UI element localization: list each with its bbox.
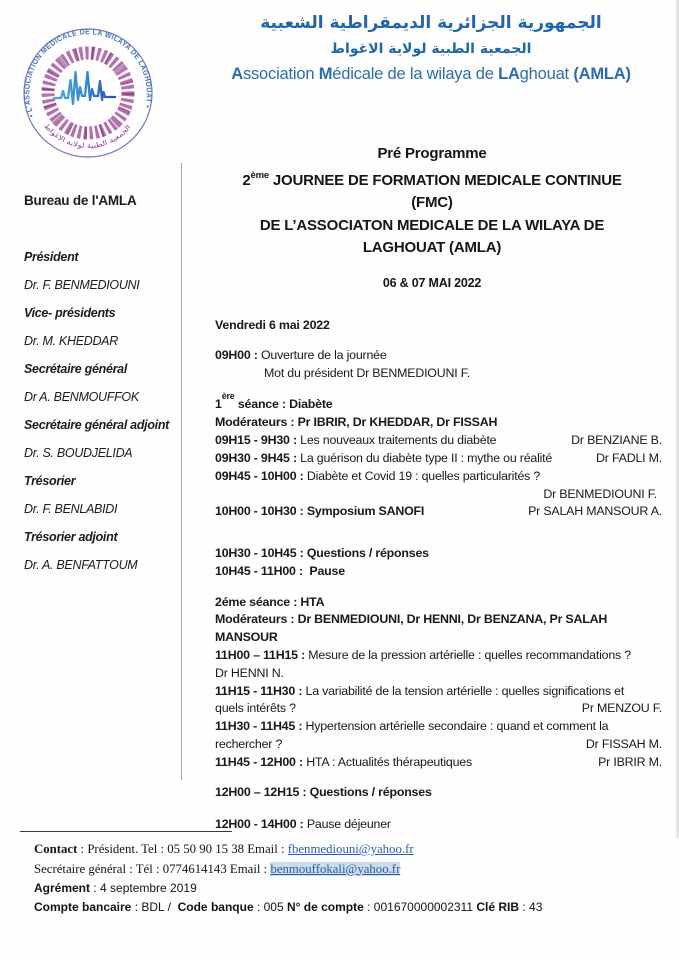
bank-value: : 001670000002311 xyxy=(363,899,477,914)
session-heading: 2éme séance : HTA xyxy=(215,594,325,609)
bureau-role: Vice- présidents xyxy=(24,306,116,320)
time-slot: 11H15 - 11H30 : xyxy=(215,683,306,698)
header xyxy=(190,10,672,88)
secretary-line xyxy=(34,860,664,880)
bureau-role: Secrétaire général adjoint xyxy=(24,418,170,432)
bureau-role: Trésorier adjoint xyxy=(24,530,118,544)
session-text: Ouverture de la journée xyxy=(260,347,387,362)
session-text: Mesure de la pression artérielle : quelles recommandations ? xyxy=(308,648,631,663)
session-text: Symposium SANOFI xyxy=(306,504,425,519)
bureau-role: Secrétaire général xyxy=(24,362,127,376)
amla-logo-seal xyxy=(14,12,164,172)
session-text: Questions / réponses xyxy=(309,784,432,799)
bureau-member: Dr. F. BENLABIDI xyxy=(24,502,118,516)
logo-inner-disc xyxy=(56,61,120,125)
time-slot: 11H30 - 11H45 : xyxy=(215,719,306,734)
schedule xyxy=(215,317,667,834)
secretary-details: Secrétaire général : Tél : 0774614143 Email : xyxy=(34,861,271,876)
time-slot: 09H15 - 9H30 : xyxy=(215,433,301,448)
speaker-name: Dr HENNI N. xyxy=(215,665,284,680)
schedule-row-continuation xyxy=(215,700,667,718)
session-text: rechercher ? xyxy=(215,737,283,752)
schedule-row xyxy=(215,718,667,736)
contact-details: : Président. Tel : 05 50 90 15 38 Email : xyxy=(77,842,288,856)
president-email-link[interactable]: fbenmediouni@yahoo.fr xyxy=(287,842,414,856)
bureau-member: Dr. S. BOUDJELIDA xyxy=(24,446,133,460)
schedule-row xyxy=(215,347,667,365)
time-slot: 12H00 - 14H00 : xyxy=(215,817,307,832)
logo-ring-text: • L'ASSOCIATION MEDICALE DE LA WILAYA DE LAGHOUAT • xyxy=(22,27,154,119)
session-text: Diabète et Covid 19 : quelles particularités ? xyxy=(306,468,541,483)
bureau-member: Dr A. BENMOUFFOK xyxy=(24,390,139,404)
association-name-part: M xyxy=(318,65,333,83)
event-date: 06 & 07 MAI 2022 xyxy=(382,275,482,290)
bureau-member: Dr. F. BENMEDIOUNI xyxy=(24,278,140,292)
time-slot: 11H00 – 11H15 : xyxy=(215,648,309,663)
schedule-row xyxy=(215,754,667,772)
moderators-line: MANSOUR xyxy=(215,630,278,645)
pre-programme-title: Pré Programme xyxy=(377,145,487,162)
agrement-value: : 4 septembre 2019 xyxy=(90,881,197,895)
agrement-line xyxy=(34,879,664,898)
speaker-name: Pr MENZOU F. xyxy=(581,701,662,716)
schedule-row-continuation xyxy=(215,736,667,754)
secretary-email-link[interactable]: benmouffokali@yahoo.fr xyxy=(270,861,401,876)
association-name-part: A xyxy=(231,65,243,83)
title-ordinal-sup: ème xyxy=(250,169,269,181)
schedule-subrow: Mot du président Dr BENMEDIOUNI F. xyxy=(264,365,470,380)
schedule-row xyxy=(215,450,667,468)
speaker-name: Dr FADLI M. xyxy=(596,450,662,465)
contact-label: Contact xyxy=(34,842,78,856)
schedule-row xyxy=(215,468,667,486)
bank-value: : 005 xyxy=(253,899,287,914)
association-name xyxy=(190,61,672,88)
speaker-name: Pr IBRIR M. xyxy=(598,754,662,769)
bank-label: N° de compte xyxy=(286,899,364,914)
time-slot: 11H45 - 12H00 : xyxy=(215,754,307,769)
time-slot: 10H30 - 10H45 xyxy=(215,546,297,561)
session-heading xyxy=(215,392,667,414)
arabic-association-title: الجمعية الطبية لولاية الاغواط xyxy=(330,41,532,57)
time-slot: 09H00 : xyxy=(215,347,261,362)
session-text: Les nouveaux traitements du diabète xyxy=(300,433,497,448)
time-slot: 09H45 - 10H00 : xyxy=(215,468,307,483)
schedule-row xyxy=(215,432,667,450)
schedule-row: 12H00 – 12H15 : Questions / réponses xyxy=(215,784,432,799)
sidebar-divider xyxy=(181,163,182,780)
schedule-row xyxy=(215,816,667,834)
session-text: quels intérêts ? xyxy=(215,701,296,716)
bureau-role: Trésorier xyxy=(24,474,76,488)
time-slot: 09H30 - 9H45 : xyxy=(215,450,301,465)
session-ordinal-sup: ère xyxy=(221,391,235,402)
bureau-sidebar xyxy=(24,192,180,585)
agrement-label: Agrément xyxy=(34,881,91,895)
schedule-row: 10H30 - 10H45 : Questions / réponses xyxy=(215,546,429,561)
footer xyxy=(34,840,664,916)
arabic-republic-title: الجمهورية الجزائرية الديمقراطية الشعبية xyxy=(260,13,602,33)
time-slot: 10H00 - 10H30 : Symposium SANOFI xyxy=(215,504,425,519)
session-ordinal: 1 xyxy=(215,397,222,412)
title-line-rest: JOURNEE DE FORMATION MEDICALE CONTINUE xyxy=(268,171,622,189)
bank-value: : BDL / xyxy=(131,899,178,914)
association-name-part: LA xyxy=(498,65,520,83)
title-ordinal: 2 xyxy=(242,171,251,189)
speaker-name: Pr SALAH MANSOUR A. xyxy=(528,504,662,519)
contact-line xyxy=(34,840,664,860)
schedule-row xyxy=(215,503,667,521)
moderators-line: Modérateurs : Dr BENMEDIOUNI, Dr HENNI, Dr BENZANA, Pr SALAH xyxy=(215,612,608,627)
session-text: Pause xyxy=(306,563,345,578)
title-line-association: DE L’ASSOCIATON MEDICALE DE LA WILAYA DE xyxy=(259,216,605,234)
schedule-row xyxy=(215,647,667,665)
speaker-name: Dr FISSAH M. xyxy=(585,737,662,752)
title-line-fmc-day xyxy=(186,166,678,193)
association-name-part: (AMLA) xyxy=(573,65,631,83)
speaker-name: Dr BENZIANE B. xyxy=(571,433,662,448)
association-name-part: ssociation xyxy=(242,65,319,83)
schedule-row: 10H45 - 11H00 : Pause xyxy=(215,563,345,578)
footnote-separator xyxy=(20,831,232,832)
association-name-part: édicale de la wilaya de xyxy=(332,65,499,83)
speaker-name: Dr BENMEDIOUNI F. xyxy=(543,486,657,501)
bank-label: Compte bancaire xyxy=(34,899,132,914)
session-text: HTA : Actualités thérapeutiques xyxy=(306,754,472,769)
time-slot: 10H45 - 11H00 xyxy=(215,563,296,578)
title-line-laghouat: LAGHOUAT (AMLA) xyxy=(362,239,502,256)
program-title-block xyxy=(186,143,678,294)
bureau-role: Président xyxy=(24,250,79,264)
logo-arabic-text: الجمعية الطبية لولاية الاغواط xyxy=(42,122,133,151)
time-slot: 12H00 – 12H15 xyxy=(215,784,300,799)
moderators-line: Modérateurs : Pr IBRIR, Dr KHEDDAR, Dr FISSAH xyxy=(215,415,498,430)
bureau-member: Dr. A. BENFATTOUM xyxy=(24,558,138,572)
session-text: Pause déjeuner xyxy=(306,817,391,832)
title-line-fmc: (FMC) xyxy=(411,194,453,211)
session-text: La variabilité de la tension artérielle : quelles significations et xyxy=(305,683,625,698)
session-text: Hypertension artérielle secondaire : quand et comment la xyxy=(305,719,609,734)
bank-value: : 43 xyxy=(519,899,543,914)
association-name-part: ghouat xyxy=(519,65,574,83)
bank-label: Code banque xyxy=(177,899,254,914)
bureau-member: Dr. M. KHEDDAR xyxy=(24,334,118,348)
bank-line xyxy=(34,898,664,917)
bank-label: Clé RIB xyxy=(476,899,520,914)
session-text: La guérison du diabète type II : mythe ou réalité xyxy=(300,450,553,465)
schedule-row xyxy=(215,683,667,701)
bureau-heading: Bureau de l'AMLA xyxy=(24,193,137,208)
session-text: Questions / réponses xyxy=(306,546,429,561)
session-title: séance : Diabète xyxy=(234,397,333,412)
day-heading: Vendredi 6 mai 2022 xyxy=(215,318,330,332)
